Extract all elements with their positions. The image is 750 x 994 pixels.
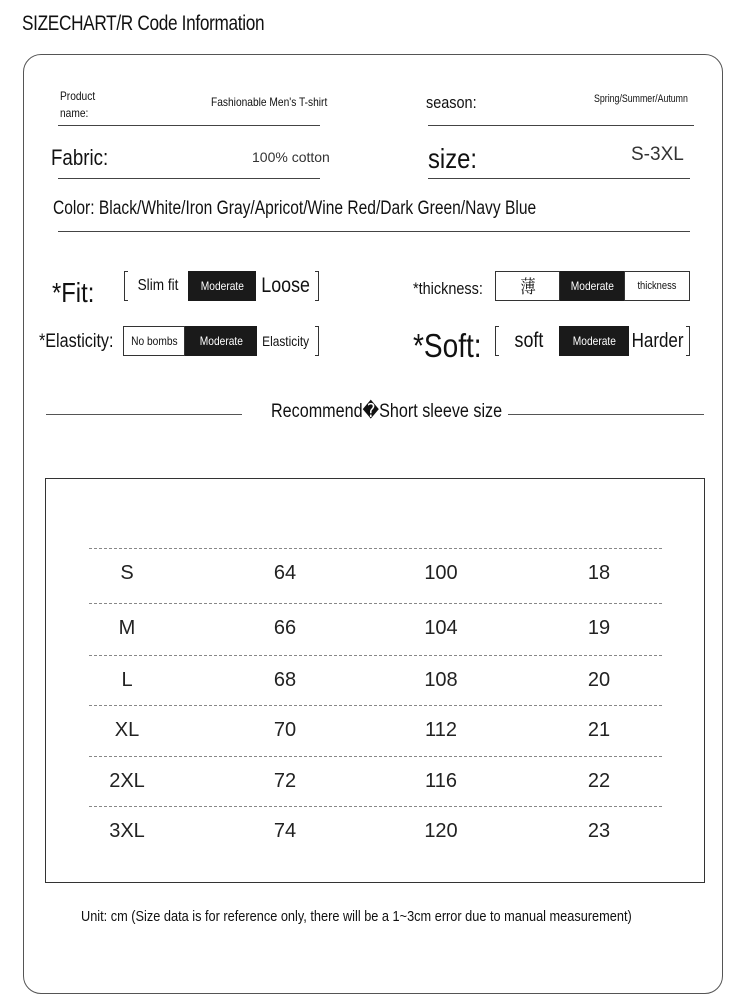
cell-value: 112 [425,719,457,741]
soft-label: *Soft: [413,327,482,364]
product-name-label: Product name: [60,89,96,120]
cell-value: 23 [587,820,611,842]
thickness-scale [495,271,690,301]
cell-size: 3XL [109,820,145,842]
fit-scale [124,271,319,301]
cell-value: 19 [587,617,611,639]
table-row [89,548,662,600]
table-row [89,756,662,808]
cell-size: M [118,617,136,639]
cell-value: 21 [587,719,611,741]
table-row [89,603,662,655]
cell-size: XL [114,719,140,741]
size-table [45,478,705,883]
thickness-label: *thickness: [413,279,483,298]
heading-rule-left [46,414,242,415]
cell-value: 72 [273,770,297,792]
cell-value: 120 [424,820,458,842]
product-underline [58,125,320,126]
color-underline [58,231,690,232]
cell-size: 2XL [109,770,145,792]
fabric-underline [58,178,320,179]
fabric-value: 100% cotton [252,149,330,165]
fit-option-slim: Slim fit [137,277,179,294]
table-row [89,705,662,757]
cell-value: 116 [425,770,457,792]
elasticity-option-none: No bombs [123,326,185,356]
fit-label: *Fit: [52,277,95,308]
cell-value: 68 [273,669,297,691]
cell-value: 64 [273,562,297,584]
elasticity-scale [123,326,319,356]
size-underline [428,178,690,179]
cell-value: 100 [424,562,458,584]
season-value: Spring/Summer/Autumn [594,93,688,105]
cell-value: 104 [424,617,458,639]
thickness-option-thin: 薄 [495,271,560,301]
table-row [89,655,662,707]
size-label: size: [428,143,477,174]
soft-option-moderate: Moderate [559,326,629,356]
cell-value: 66 [273,617,297,639]
elasticity-label: *Elasticity: [39,331,114,352]
section-heading: Recommend�Short sleeve size [271,401,503,422]
elasticity-option-moderate: Moderate [185,326,257,356]
color-line: Color: Black/White/Iron Gray/Apricot/Wine Red/Dark Green/Navy Blue [53,198,537,219]
product-name-value: Fashionable Men's T-shirt [211,95,328,109]
fit-option-moderate: Moderate [188,271,256,301]
thickness-option-moderate: Moderate [560,271,624,301]
heading-rule-right [508,414,704,415]
fit-option-loose: Loose [261,274,310,297]
season-label: season: [426,93,477,112]
size-value: S-3XL [631,144,684,165]
soft-option-soft: soft [514,329,544,352]
cell-size: L [121,669,133,691]
cell-value: 22 [587,770,611,792]
cell-value: 70 [273,719,297,741]
soft-option-harder: Harder [631,329,684,352]
season-underline [428,125,694,126]
thickness-option-thick: thickness [624,271,690,301]
table-row [89,806,662,858]
cell-value: 108 [424,669,458,691]
cell-value: 18 [587,562,611,584]
cell-value: 74 [273,820,297,842]
fabric-label: Fabric: [51,145,109,170]
unit-note: Unit: cm (Size data is for reference only, there will be a 1~3cm error due to manual measurement) [81,908,632,925]
cell-value: 20 [587,669,611,691]
elasticity-option-elastic: Elasticity [262,333,310,349]
cell-size: S [120,562,134,584]
soft-scale [495,326,690,356]
page-title: SIZECHART/R Code Information [22,12,265,35]
